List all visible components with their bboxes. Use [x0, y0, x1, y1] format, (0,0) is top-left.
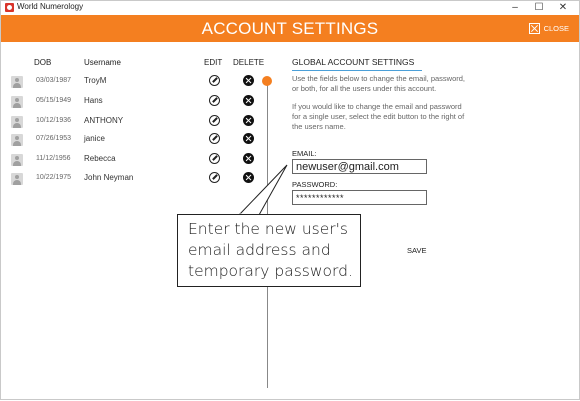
callout-pointer	[1, 1, 580, 401]
close-label: CLOSE	[543, 24, 569, 33]
user-name: John Neyman	[84, 173, 134, 182]
callout-line: email address and	[188, 241, 331, 259]
user-dob: 11/12/1956	[36, 155, 71, 162]
callout-line: Enter the new user's	[188, 220, 349, 238]
user-dob: 07/26/1953	[36, 135, 72, 142]
callout-line: temporary password.	[188, 262, 353, 280]
column-header-dob: DOB	[34, 58, 52, 67]
panel-title: GLOBAL ACCOUNT SETTINGS	[292, 57, 422, 71]
email-label: EMAIL:	[292, 149, 317, 158]
panel-description: Use the fields below to change the email, password,	[292, 74, 466, 83]
window-title: World Numerology	[17, 2, 84, 11]
user-dob: 10/12/1936	[36, 117, 72, 124]
column-header-delete: DELETE	[233, 58, 265, 67]
user-dob: 05/15/1949	[36, 97, 72, 104]
save-button[interactable]: SAVE	[407, 246, 427, 255]
panel-description: If you would like to change the email and password	[292, 102, 462, 111]
user-name: janice	[84, 134, 105, 143]
user-name: TroyM	[84, 76, 107, 85]
user-name: ANTHONY	[84, 116, 124, 125]
user-dob: 03/03/1987	[36, 77, 72, 84]
user-dob: 10/22/1975	[36, 174, 72, 181]
panel-description: for a single user, select the edit button to the right of	[292, 112, 465, 121]
maximize-button[interactable]: ☐	[534, 2, 544, 13]
user-name: Rebecca	[84, 154, 116, 163]
minimize-button[interactable]: –	[512, 2, 518, 13]
user-name: Hans	[84, 96, 103, 105]
tooltip-callout	[177, 214, 361, 287]
page-title: ACCOUNT SETTINGS	[201, 19, 379, 38]
password-label: PASSWORD:	[292, 180, 338, 189]
panel-description: the users name.	[292, 122, 346, 131]
window-close-button[interactable]: ✕	[558, 2, 568, 13]
column-header-edit: EDIT	[204, 58, 223, 67]
column-header-username: Username	[84, 58, 121, 67]
callout-text	[188, 219, 353, 282]
panel-description: or both, for all the users under this account.	[292, 84, 437, 93]
